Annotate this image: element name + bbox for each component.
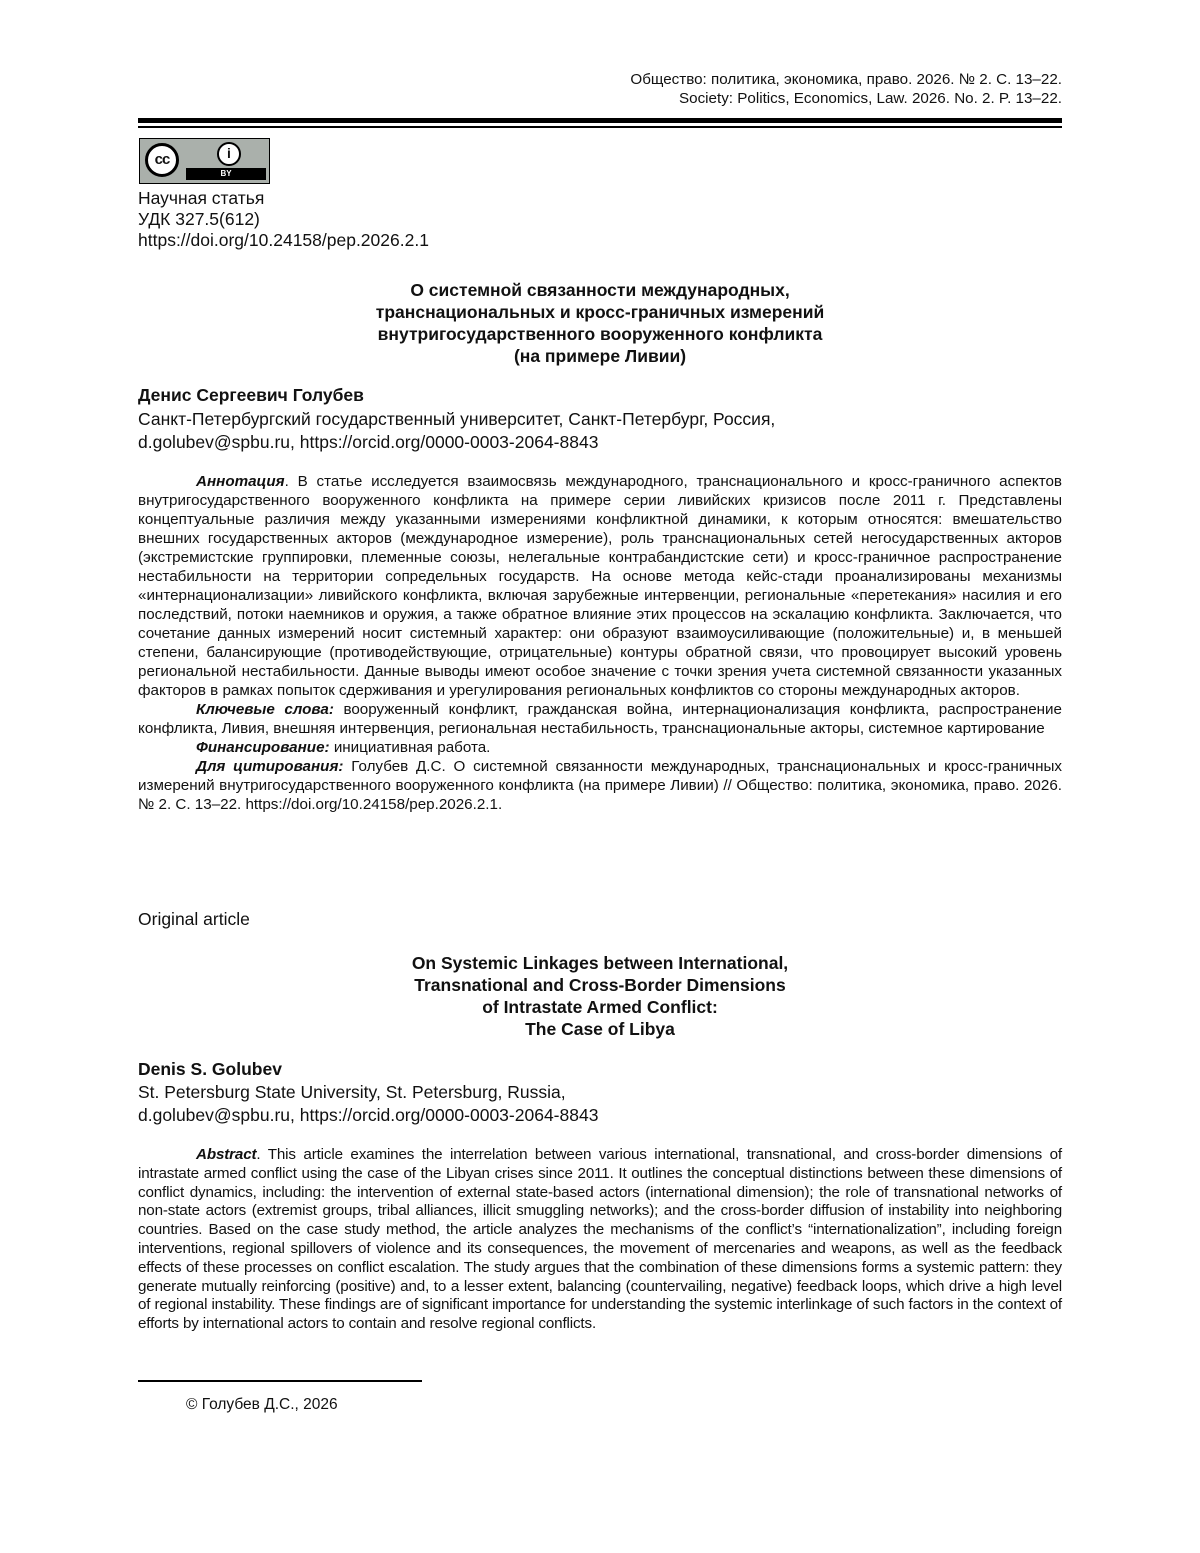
- title-ru-line: О системной связанности международных,: [410, 280, 790, 300]
- abstract-label: Abstract: [196, 1146, 257, 1163]
- title-ru-line: транснациональных и кросс-граничных измерений: [375, 302, 825, 322]
- footnote-rule: [138, 1380, 422, 1382]
- funding-paragraph: [138, 738, 1062, 757]
- header-rule-thin: [138, 126, 1062, 128]
- cc-icon: cc: [145, 143, 179, 177]
- udk: УДК 327.5(612): [138, 209, 260, 229]
- article-type: Научная статья: [138, 188, 265, 208]
- affiliation-ru-line: Санкт-Петербургский государственный университет, Санкт-Петербург, Россия,: [138, 409, 776, 429]
- journal-header: [138, 70, 1062, 108]
- title-en-line: of Intrastate Armed Conflict:: [482, 997, 718, 1017]
- doi-link[interactable]: https://doi.org/10.24158/pep.2026.2.1: [138, 230, 429, 250]
- funding-label: Финансирование:: [196, 739, 330, 756]
- abstract-ru: [138, 472, 1062, 814]
- abstract-paragraph: [138, 1146, 1062, 1334]
- author-name-ru: Денис Сергеевич Голубев: [138, 385, 364, 405]
- title-ru-line: внутригосударственного вооруженного конфликта: [377, 324, 823, 344]
- keywords-paragraph: [138, 700, 1062, 738]
- abstract-text: . This article examines the interrelation between various international, transnational, and cross-border dimensions of intrastate armed conflict using the case of the Libyan crises since 2011. It outlines the conceptual distinctions between these dimensions of conflict dynamics, including: the intervention of external state-based actors (international dimension); the role of transnational networks of non-state actors (extremist groups, tribal alliances, illicit smuggling networks); and the cross-border diffusion of instability into neighboring countries. Based on the case study method, the article analyzes the mechanisms of the conflict’s “internationalization”, including foreign interventions, regional spillovers of violence and its consequences, the movement of mercenaries and weapons, as well as the feedback effects of these processes on conflict escalation. The study argues that the combination of these dimensions forms a systemic pattern: they generate mutually reinforcing (positive) and, to a lesser extent, balancing (countervailing, negative) feedback loops, which drive a high level of regional instability. These findings are of significant importance for understanding the systemic interlinkage of such factors in the context of efforts by international actors to contain and resolve regional conflicts.: [138, 1146, 1062, 1333]
- by-label: BY: [186, 168, 266, 180]
- abstract-en: [138, 1146, 1062, 1334]
- funding-text: инициативная работа.: [329, 739, 491, 756]
- header-rule-thick: [138, 118, 1062, 123]
- journal-header-ru: Общество: политика, экономика, право. 2026. № 2. С. 13–22.: [630, 71, 1062, 88]
- article-meta: [138, 188, 429, 251]
- title-ru: [138, 279, 1062, 367]
- title-en-line: On Systemic Linkages between International,: [411, 953, 789, 973]
- citation-label: Для цитирования:: [196, 758, 344, 775]
- journal-header-en: Society: Politics, Economics, Law. 2026. No. 2. P. 13–22.: [679, 90, 1062, 107]
- copyright-note: © Голубев Д.С., 2026: [186, 1396, 338, 1413]
- keywords-text: вооруженный конфликт, гражданская война, интернационализация конфликта, распространение конфликта, Ливия, внешняя интервенция, региональная нестабильность, транснациональные акторы, системное картирование: [138, 701, 1062, 737]
- keywords-label: Ключевые слова:: [196, 701, 334, 718]
- attribution-icon: i: [217, 142, 241, 166]
- annotation-text: . В статье исследуется взаимосвязь международного, транснационального и кросс-граничного аспектов внутригосударственного вооруженного конфликта на примере серии ливийских кризисов после 2011 г. Представлены концептуальные различия между указанными измерениями конфликтной динамики, к которым относятся: вмешательство внешних государственных акторов (международное измерение), роль транснациональных сетей негосударственных акторов (экстремистские группировки, племенные союзы, нелегальные контрабандистские сети) и кросс-граничное распространение нестабильности на территории сопредельных государств. На основе метода кейс-стади проанализированы механизмы «интернационализации» ливийского конфликта, включая зарубежные интервенции, региональные «перетекания» насилия и его последствий, потоки наемников и оружия, а также обратное влияние этих процессов на эскалацию конфликта. Заключается, что сочетание данных измерений носит системный характер: они образуют взаимоусиливающие (положительные) и, в меньшей степени, балансирующие (противодействующие, отрицательные) контуры обратной связи, что провоцирует высокий уровень региональной нестабильности. Данные выводы имеют особое значение с точки зрения учета системной связанности указанных факторов в рамках попыток сдерживания и урегулирования региональных конфликтов со стороны международных акторов.: [138, 473, 1062, 699]
- article-type-en: Original article: [138, 909, 250, 929]
- cc-by-license-badge[interactable]: [139, 138, 270, 184]
- contacts-en[interactable]: d.golubev@spbu.ru, https://orcid.org/0000-0003-2064-8843: [138, 1104, 599, 1125]
- citation-paragraph: [138, 757, 1062, 814]
- contacts-ru[interactable]: d.golubev@spbu.ru, https://orcid.org/0000-0003-2064-8843: [138, 431, 599, 452]
- annotation-label: Аннотация: [196, 473, 285, 490]
- title-en-line: The Case of Libya: [525, 1019, 675, 1039]
- affiliation-en: [138, 1081, 598, 1126]
- title-en: [138, 952, 1062, 1040]
- affiliation-ru: [138, 408, 775, 453]
- affiliation-en-line: St. Petersburg State University, St. Petersburg, Russia,: [138, 1082, 566, 1102]
- citation-text: Голубев Д.С. О системной связанности международных, транснациональных и кросс-граничных измерений внутригосударственного вооруженного конфликта (на примере Ливии) // Общество: политика, экономика, право. 2026. № 2. С. 13–22. https://doi.org/10.24158/pep.2026.2.1.: [138, 758, 1062, 813]
- annotation-paragraph: [138, 472, 1062, 700]
- author-name-en: Denis S. Golubev: [138, 1059, 282, 1079]
- title-en-line: Transnational and Cross-Border Dimensions: [414, 975, 786, 995]
- title-ru-line: (на примере Ливии): [513, 346, 687, 366]
